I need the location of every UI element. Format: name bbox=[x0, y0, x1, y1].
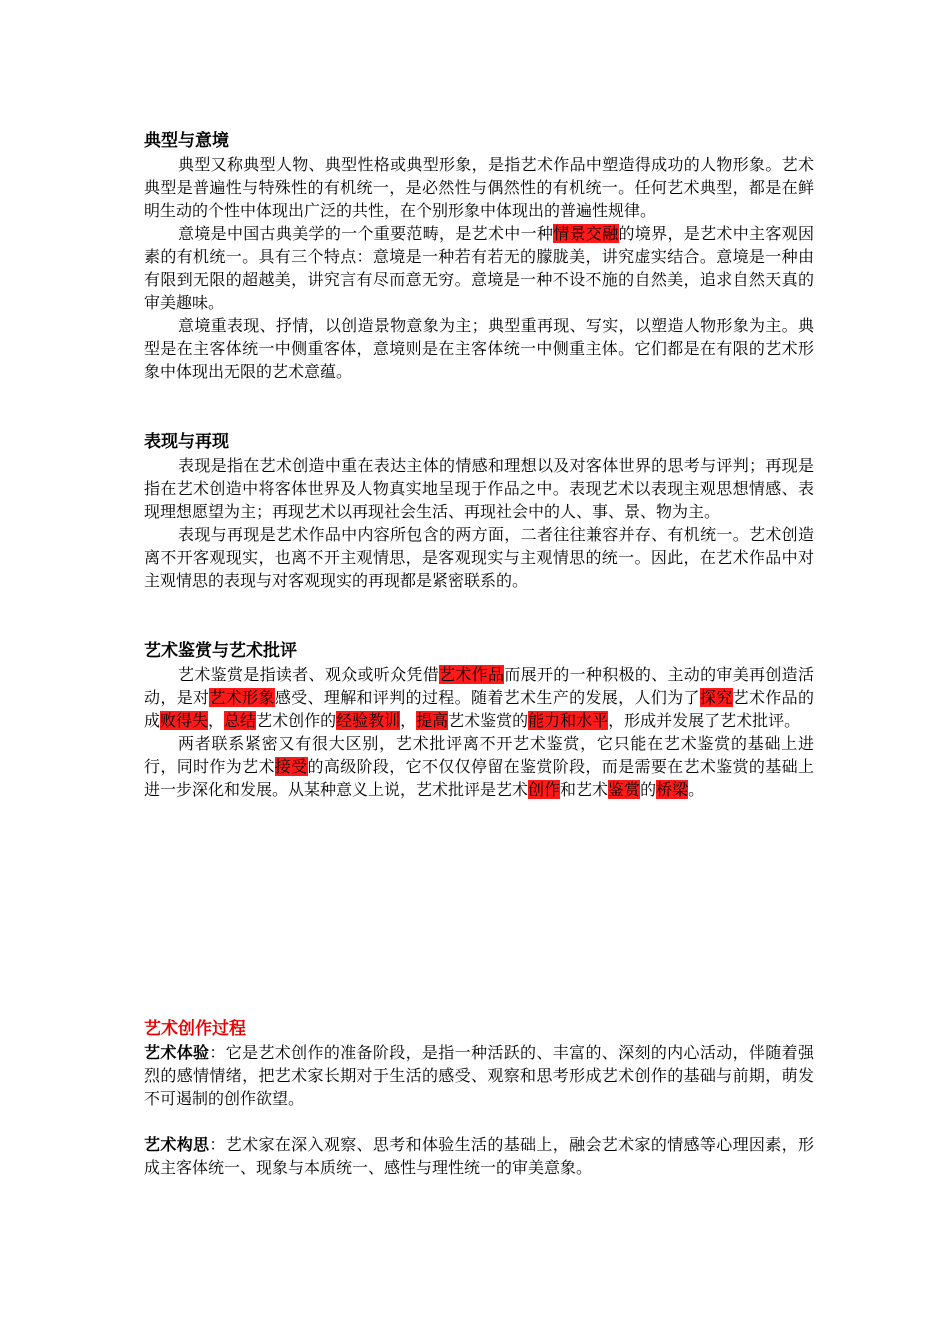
section-typical-and-artistic-conception bbox=[144, 130, 814, 383]
highlighted-term: 能力和水平 bbox=[528, 711, 609, 730]
text-run: 的高级阶段，它不仅仅停留在鉴赏阶段，而是需要在艺术鉴赏的基础上进一步深化和发展。从某种意义上说，艺术批评是艺术 bbox=[144, 757, 814, 799]
highlighted-term: 接受 bbox=[274, 757, 308, 776]
process-heading: 艺术创作过程 bbox=[144, 1019, 246, 1039]
text-run: 艺术鉴赏是指读者、观众或听众凭借 bbox=[178, 665, 440, 684]
process-term: 艺术构思 bbox=[144, 1135, 210, 1154]
highlighted-term: 桥梁 bbox=[656, 780, 689, 799]
highlighted-term: 鉴赏 bbox=[608, 780, 641, 799]
text-run: 两者联系紧密又有很大区别，艺术批评离不开艺术鉴赏，它只能在艺术鉴赏的基础上进行，同时作为艺术 bbox=[144, 734, 814, 776]
paragraph bbox=[144, 454, 814, 523]
spacer bbox=[144, 1110, 814, 1133]
text-run: 。 bbox=[688, 780, 705, 799]
highlighted-term: 总结 bbox=[224, 711, 257, 730]
highlighted-term: 败得失 bbox=[160, 711, 209, 730]
process-text: 艺术家在深入观察、思考和体验生活的基础上，融会艺术家的情感等心理因素，形成主客体统一、现象与本质统一、感性与理性统一的审美意象。 bbox=[144, 1135, 814, 1177]
text-run: 艺术创作的 bbox=[256, 711, 337, 730]
text-run: 感受、理解和评判的过程。随着艺术生产的发展，人们为了 bbox=[274, 688, 700, 707]
highlighted-term: 提高 bbox=[416, 711, 449, 730]
section-heading: 表现与再现 bbox=[144, 432, 229, 452]
section-appreciation-and-criticism bbox=[144, 640, 814, 801]
text-run: 的 bbox=[640, 780, 657, 799]
paragraph bbox=[144, 523, 814, 592]
highlighted-term: 经验教训 bbox=[336, 711, 401, 730]
highlighted-term: 艺术作品 bbox=[439, 665, 505, 684]
process-item bbox=[144, 1041, 814, 1110]
process-term: 艺术体验 bbox=[144, 1043, 210, 1062]
text-run: 艺术作品的成 bbox=[144, 688, 814, 730]
paragraph bbox=[144, 663, 814, 732]
highlighted-term: 探究 bbox=[699, 688, 733, 707]
text-run: 而展开的一种积极的、主动的审美再创造活动，是对 bbox=[144, 665, 814, 707]
section-expression-and-representation bbox=[144, 431, 814, 592]
term-separator: ： bbox=[209, 1043, 226, 1062]
process-item bbox=[144, 1133, 814, 1179]
term-separator: ： bbox=[209, 1135, 226, 1154]
process-text: 它是艺术创作的准备阶段，是指一种活跃的、丰富的、深刻的内心活动，伴随着强烈的感情情绪，把艺术家长期对于生活的感受、观察和思考形成艺术创作的基础与前期，萌发不可遏制的创作欲望。 bbox=[144, 1043, 814, 1108]
text-run: ， bbox=[208, 711, 225, 730]
paragraph bbox=[144, 314, 814, 383]
section-heading: 艺术鉴赏与艺术批评 bbox=[144, 641, 297, 661]
paragraph bbox=[144, 222, 814, 314]
text-run: 的境界，是艺术中主客观因素的有机统一。具有三个特点：意境是一种若有若无的朦胧美，讲究虚实结合。意境是一种由有限到无限的超越美，讲究言有尽而意无穷。意境是一种不设不施的自然美，追求自然天真的审美趣味。 bbox=[144, 224, 814, 312]
text-run: 和艺术 bbox=[560, 780, 609, 799]
paragraph bbox=[144, 732, 814, 801]
section-creation-process bbox=[144, 1018, 814, 1179]
text-run: 艺术鉴赏的 bbox=[448, 711, 529, 730]
section-heading: 典型与意境 bbox=[144, 131, 229, 151]
text-run: 表现与再现是艺术作品中内容所包含的两方面，二者往往兼容并存、有机统一。艺术创造离不开客观现实，也离不开主观情思，是客观现实与主观情思的统一。因此，在艺术作品中对主观情思的表现与对客观现实的再现都是紧密联系的。 bbox=[144, 525, 814, 590]
text-run: 意境是中国古典美学的一个重要范畴，是艺术中一种 bbox=[178, 224, 554, 243]
highlighted-term: 艺术形象 bbox=[209, 688, 275, 707]
text-run: ，形成并发展了艺术批评。 bbox=[608, 711, 801, 730]
highlighted-term: 情景交融 bbox=[553, 224, 619, 243]
text-run: 表现是指在艺术创造中重在表达主体的情感和理想以及对客体世界的思考与评判；再现是指在艺术创造中将客体世界及人物真实地呈现于作品之中。表现艺术以表现主观思想情感、表现理想愿望为主；再现艺术以再现社会生活、再现社会中的人、事、景、物为主。 bbox=[144, 456, 814, 521]
text-run: 意境重表现、抒情，以创造景物意象为主；典型重再现、写实，以塑造人物形象为主。典型是在主客体统一中侧重客体，意境则是在主客体统一中侧重主体。它们都是在有限的艺术形象中体现出无限的艺术意蕴。 bbox=[144, 316, 814, 381]
highlighted-term: 创作 bbox=[528, 780, 561, 799]
text-run: ， bbox=[400, 711, 417, 730]
paragraph bbox=[144, 153, 814, 222]
text-run: 典型又称典型人物、典型性格或典型形象，是指艺术作品中塑造得成功的人物形象。艺术典型是普遍性与特殊性的有机统一，是必然性与偶然性的有机统一。任何艺术典型，都是在鲜明生动的个性中体现出广泛的共性，在个别形象中体现出的普遍性规律。 bbox=[144, 155, 814, 220]
